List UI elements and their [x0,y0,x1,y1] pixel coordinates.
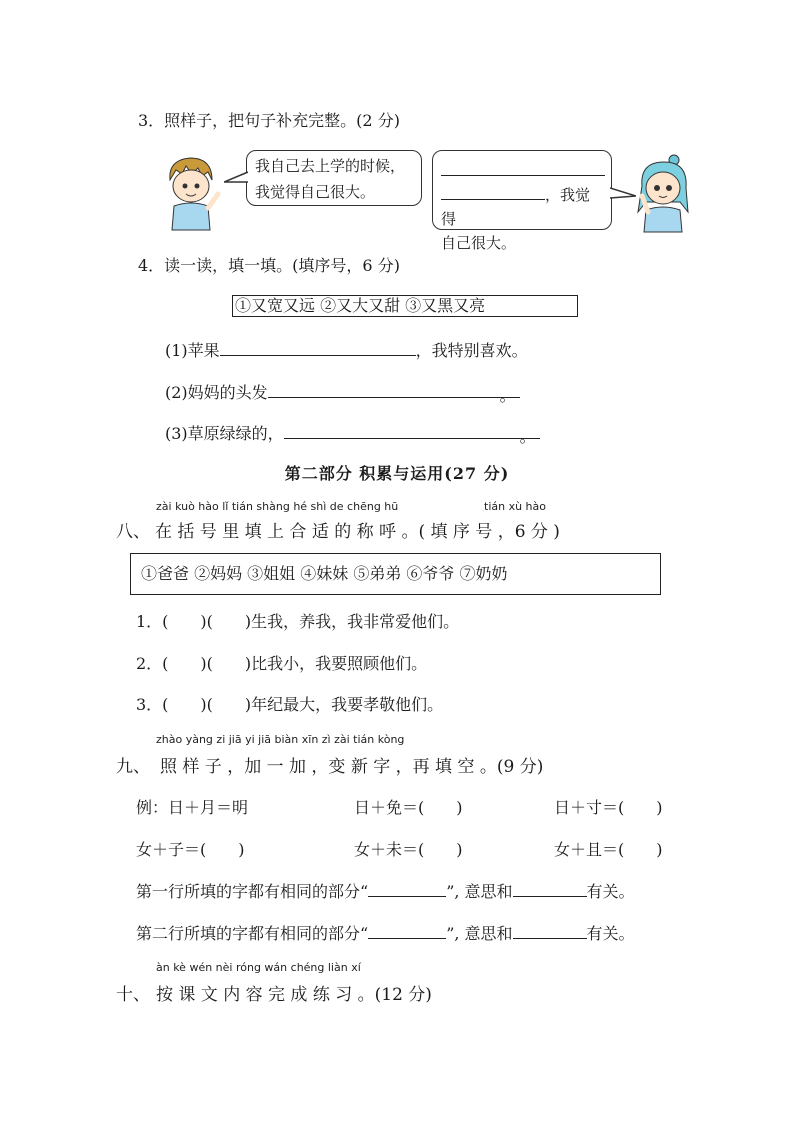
s9-pinyin: zhào yàng zi jiā yi jiā biàn xīn zì zài tián kòng [156,733,405,746]
s9-row2-item3: 女＋且＝( ) [554,840,663,859]
s9-row2-item1: 女＋子＝( ) [136,840,245,859]
q4-item2-blank[interactable] [268,383,520,405]
q4-item1-suffix: ，我特别喜欢。 [415,341,528,360]
s9-instruction: 照 样 子 ，加 一 加 ，变 新 字 ，再 填 空 。(9 分) [160,757,544,777]
s8-instruction: 在 括 号 里 填 上 合 适 的 称 呼 。( 填 序 号 ，6 分 ) [155,522,560,542]
part2-title: 第二部分 积累与运用(27 分) [284,464,510,483]
bubble-left-tail [224,170,248,190]
bubble-right-suffix: ，我觉得 [441,186,591,228]
q4-item3-prefix: (3)草原绿绿的， [165,424,284,443]
s9-line1-blank1[interactable] [368,882,446,897]
s9-line2-suffix: 有关。 [586,924,635,943]
s9-row1-item3: 日＋寸＝( ) [554,798,663,817]
s9-line2-mid: ”, 意思和 [446,924,513,943]
q4-item1-blank[interactable] [220,341,416,356]
s8-number: 八、 [116,522,150,542]
q4-options-box: ①又宽又远 ②又大又甜 ③又黑又亮 [232,295,578,317]
speech-bubble-left [246,150,422,206]
q4-item1-prefix: (1)苹果 [165,341,220,360]
s9-line2-prefix: 第二行所填的字都有相同的部分“ [136,924,369,943]
s8-pinyin: zài kuò hào lǐ tián shàng hé shì de chēng hū [156,500,399,513]
s9-number: 九、 [116,757,150,777]
s9-row1-example: 例：日＋月＝明 [136,798,249,817]
q3-title: 3．照样子，把句子补充完整。(2 分) [138,111,400,130]
answer-blank-1[interactable] [441,161,605,176]
s9-line2 [136,921,635,944]
s9-line2-blank1[interactable] [368,924,446,939]
s10-instruction: 按 课 文 内 容 完 成 练 习 。(12 分) [156,985,432,1005]
q4-item2 [165,380,520,403]
answer-blank-2[interactable] [441,185,545,200]
s10-number: 十、 [116,985,150,1005]
q4-item1 [165,338,528,361]
q4-item3-suffix: 。 [519,427,536,446]
q4-item3-blank[interactable] [284,424,540,446]
s9-line2-blank2[interactable] [513,924,587,939]
s8-pinyin-2: tián xù hào [484,500,546,513]
s8-item-2: 2．( )( )比我小，我要照顾他们。 [136,654,428,673]
bubble-left-line1: 我自己去上学的时候， [255,157,406,175]
s8-item-1: 1．( )( )生我，养我，我非常爱他们。 [136,612,460,631]
s9-row2-item2: 女＋未＝( ) [354,840,463,859]
boy-illustration [160,150,222,234]
q4-item2-suffix: 。 [499,386,516,405]
bubble-left-line2: 我觉得自己很大。 [255,183,376,201]
bubble-right-line3: 自己很大。 [441,234,517,252]
speech-bubble-right [432,150,612,252]
s9-line1-blank2[interactable] [513,882,587,897]
s9-line1-prefix: 第一行所填的字都有相同的部分“ [136,882,369,901]
q4-item3 [165,421,540,444]
girl-illustration [630,152,696,236]
q4-title: 4．读一读，填一填。(填序号，6 分) [138,256,400,275]
s10-pinyin: àn kè wén nèi róng wán chéng liàn xí [156,961,361,974]
s9-line1-suffix: 有关。 [586,882,635,901]
s8-item-3: 3．( )( )年纪最大，我要孝敬他们。 [136,695,444,714]
s9-row1-item2: 日＋免＝( ) [354,798,463,817]
s9-line1 [136,879,635,902]
s9-line1-mid: ”, 意思和 [446,882,513,901]
q4-item2-prefix: (2)妈妈的头发 [165,383,268,402]
s8-options-box: ①爸爸 ②妈妈 ③姐姐 ④妹妹 ⑤弟弟 ⑥爷爷 ⑦奶奶 [130,553,661,595]
